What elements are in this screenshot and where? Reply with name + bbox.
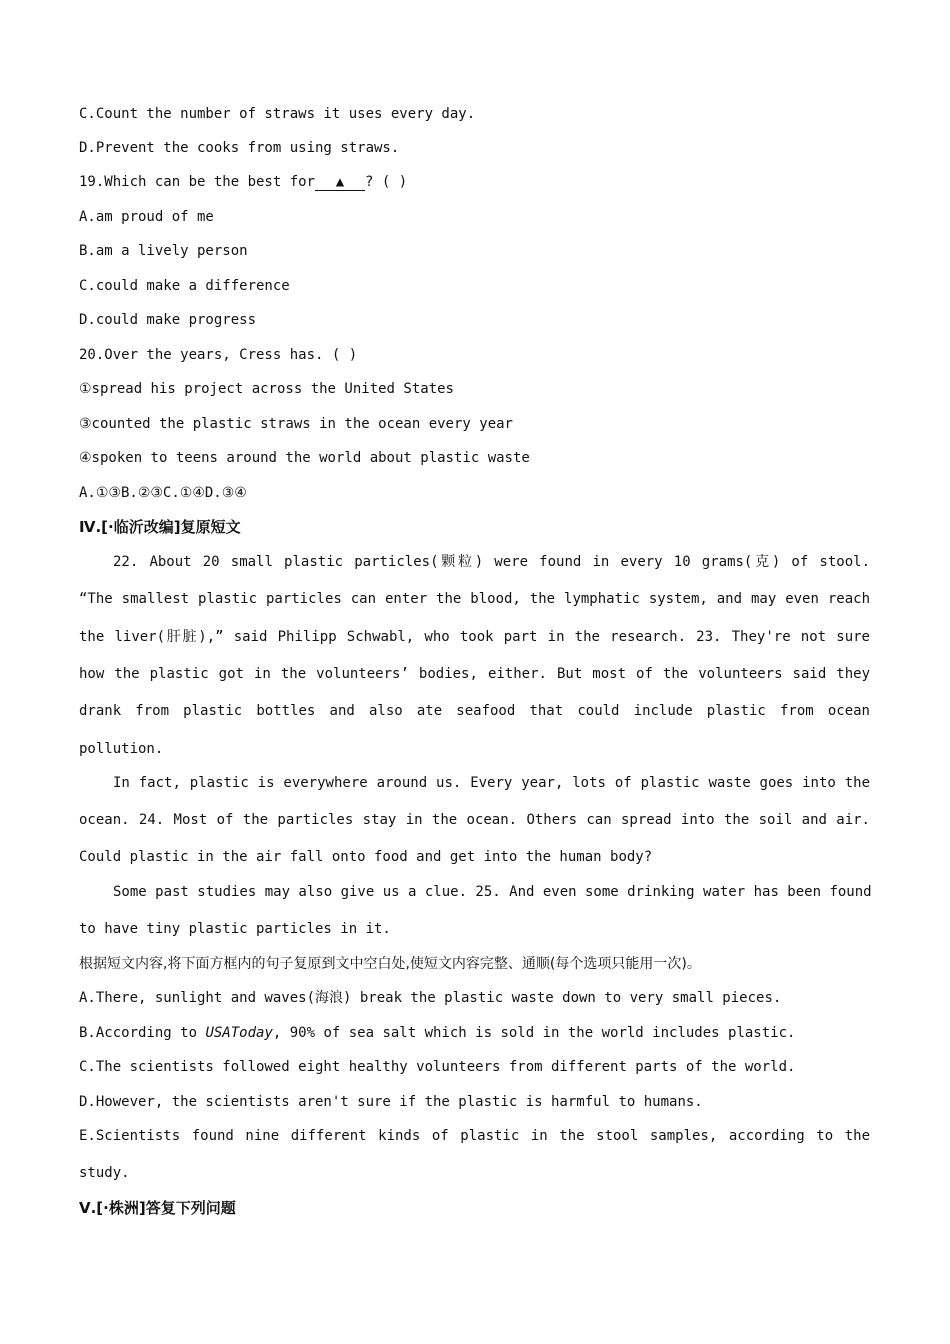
sentence-option-b xyxy=(79,1023,795,1043)
triangle-marker: ▲ xyxy=(335,174,345,190)
q19-option-c: C.could make a difference xyxy=(79,278,290,294)
passage-line: ocean. 24. Most of the particles stay in the ocean. Others can spread into the soil and air. xyxy=(79,812,870,828)
sentence-option-d: D.However, the scientists aren't sure if the plastic is harmful to humans. xyxy=(79,1094,703,1110)
q19-option-b: B.am a lively person xyxy=(79,243,248,259)
q19-stem-end: ? ( ) xyxy=(365,174,408,190)
passage-line: the liver(肝脏),” said Philipp Schwabl, who took part in the research. 23. They're not sure xyxy=(79,629,870,645)
q20-options: A.①③B.②③C.①④D.③④ xyxy=(79,485,247,501)
q19-stem-text: 19.Which can be the best for xyxy=(79,174,316,190)
passage-line: Could plastic in the air fall onto food and get into the human body? xyxy=(79,849,653,865)
answer-blank xyxy=(315,174,365,191)
q18-option-d: D.Prevent the cooks from using straws. xyxy=(79,140,400,156)
sentence-option-c: C.The scientists followed eight healthy volunteers from different parts of the world. xyxy=(79,1059,796,1075)
passage-line: 22. About 20 small plastic particles(颗粒) were found in every 10 grams(克) of stool. xyxy=(113,554,870,570)
source-name: USAToday xyxy=(205,1025,273,1041)
q20-stem: 20.Over the years, Cress has. ( ) xyxy=(79,347,358,363)
passage-line: drank from plastic bottles and also ate seafood that could include plastic from ocean xyxy=(79,703,870,719)
sentence-option-b-post: , 90% of sea salt which is sold in the world includes plastic. xyxy=(272,1025,796,1041)
q20-item-4: ④spoken to teens around the world about plastic waste xyxy=(79,450,530,466)
q20-item-3: ③counted the plastic straws in the ocean every year xyxy=(79,416,513,432)
instruction-text: 根据短文内容,将下面方框内的句子复原到文中空白处,使短文内容完整、通顺(每个选项只能用一次)。 xyxy=(79,956,701,972)
passage-line: Some past studies may also give us a clue. 25. And even some drinking water has been found xyxy=(113,884,872,900)
sentence-option-b-pre: B.According to xyxy=(79,1025,206,1041)
section-4-heading: Ⅳ.[·临沂改编]复原短文 xyxy=(79,518,241,536)
passage-line: pollution. xyxy=(79,741,164,757)
q20-item-1: ①spread his project across the United States xyxy=(79,381,454,397)
passage-line: how the plastic got in the volunteers’ bodies, either. But most of the volunteers said they xyxy=(79,666,870,682)
q19-option-d: D.could make progress xyxy=(79,312,257,328)
q19-option-a: A.am proud of me xyxy=(79,209,214,225)
passage-line: “The smallest plastic particles can enter the blood, the lymphatic system, and may even reach xyxy=(79,591,870,607)
passage-line: In fact, plastic is everywhere around us. Every year, lots of plastic waste goes into the xyxy=(113,775,870,791)
q18-option-c: C.Count the number of straws it uses every day. xyxy=(79,106,476,122)
passage-line: to have tiny plastic particles in it. xyxy=(79,921,391,937)
section-5-heading: Ⅴ.[·株洲]答复下列问题 xyxy=(79,1199,236,1217)
sentence-option-a: A.There, sunlight and waves(海浪) break the plastic waste down to very small pieces. xyxy=(79,990,782,1006)
q19-stem xyxy=(79,172,407,192)
sentence-option-e-end: study. xyxy=(79,1165,130,1181)
sentence-option-e: E.Scientists found nine different kinds of plastic in the stool samples, according to the xyxy=(79,1128,870,1144)
